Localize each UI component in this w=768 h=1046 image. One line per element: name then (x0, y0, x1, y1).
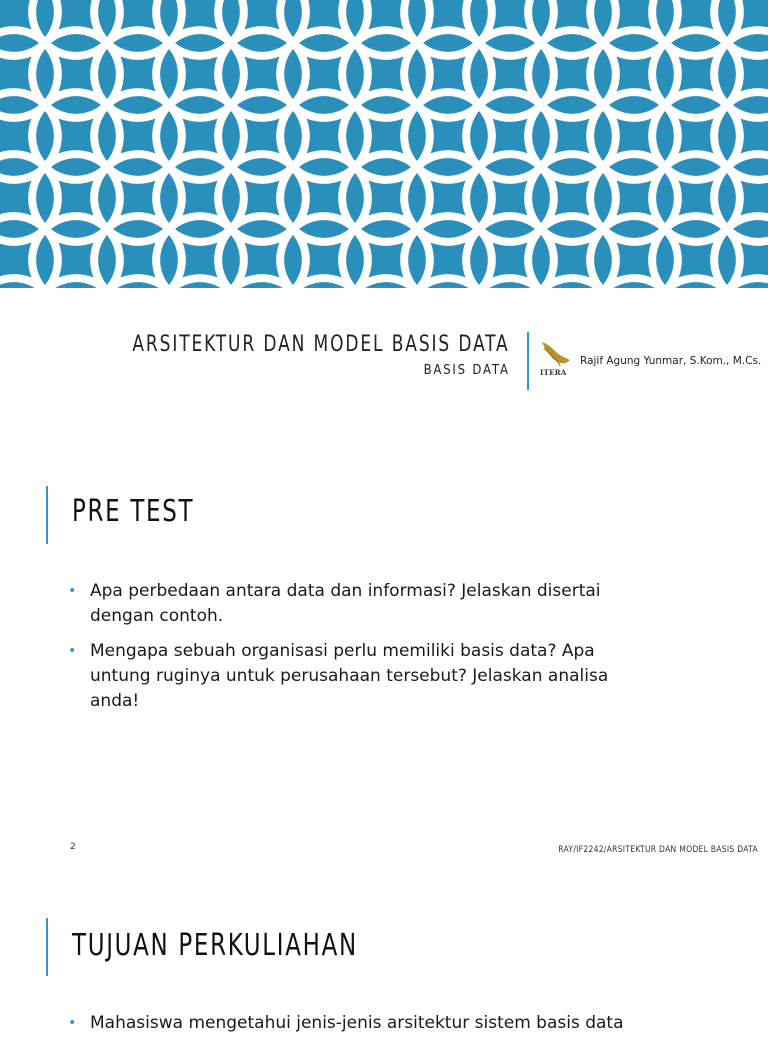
presentation-title: ARSITEKTUR DAN MODEL BASIS DATA (132, 332, 510, 357)
title-block (0, 328, 768, 392)
pre-test-bullets (66, 579, 656, 724)
list-item: • Mahasiswa mengetahui jenis-jenis arsitektur sistem basis data (66, 1011, 656, 1036)
itera-logo-text: ITERA (540, 368, 567, 377)
list-item: • Mengapa sebuah organisasi perlu memiliki basis data? Apa untung ruginya untuk perusahaan tersebut? Jelaskan analisa anda! (68, 641, 609, 711)
bullet-dot-icon: • (68, 1015, 77, 1031)
author-name: Rajif Agung Yunmar, S.Kom., M.Cs. (580, 355, 762, 367)
header-pattern (0, 0, 768, 288)
list-item: • Apa perbedaan antara data dan informasi? Jelaskan disertai dengan contoh. (68, 581, 601, 626)
slide-footer: RAY/IF2242/ARSITEKTUR DAN MODEL BASIS DATA (558, 845, 758, 855)
quatrefoil-pattern (0, 0, 768, 288)
bullet-dot-icon: • (68, 643, 77, 659)
section-accent-bar (46, 486, 48, 544)
presentation-subtitle: BASIS DATA (423, 363, 510, 378)
page-number: 2 (70, 842, 76, 852)
bullet-dot-icon: • (68, 583, 77, 599)
section-accent-bar (46, 918, 48, 976)
title-divider (527, 332, 529, 390)
tujuan-bullets (66, 1011, 656, 1046)
section-title: PRE TEST (72, 494, 195, 529)
section-title: TUJUAN PERKULIAHAN (72, 928, 358, 963)
